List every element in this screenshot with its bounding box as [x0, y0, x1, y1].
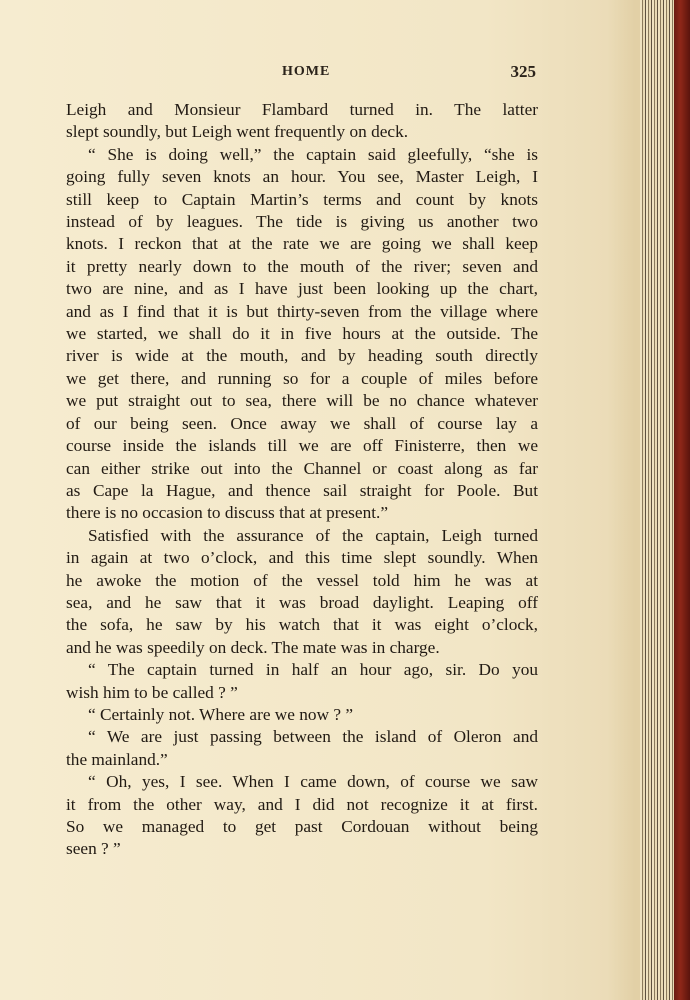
text-line: So we managed to get past Cordouan without being	[66, 817, 538, 836]
text-line: and he was speedily on deck. The mate was in charge.	[66, 637, 440, 657]
text-line: river is wide at the mouth, and by heading south directly	[66, 346, 538, 366]
text-line: the mainland.”	[66, 749, 168, 769]
text-line: we get there, and running so for a couple of miles before	[66, 368, 538, 388]
running-head	[66, 62, 536, 84]
text-line: he awoke the motion of the vessel told him he was at	[66, 570, 538, 590]
running-head-title: HOME	[282, 64, 331, 79]
body-text	[66, 99, 538, 861]
text-line: we put straight out to sea, there will be no chance whatever	[66, 391, 538, 411]
text-line: going fully seven knots an hour. You see, Master Leigh, I	[66, 167, 538, 187]
text-line: the sofa, he saw by his watch that it was eight o’clock,	[66, 615, 538, 635]
text-line: as Cape la Hague, and thence sail straight for Poole. But	[66, 480, 538, 500]
text-line: of our being seen. Once away we shall of course lay a	[66, 413, 538, 433]
text-line: slept soundly, but Leigh went frequently on deck.	[66, 122, 409, 142]
text-line: “ She is doing well,” the captain said gleefully, “she is	[88, 144, 538, 164]
text-line: sea, and he saw that it was broad daylight. Leaping off	[66, 592, 538, 612]
text-line: “ The captain turned in half an hour ago, sir. Do you	[88, 660, 538, 680]
text-line: “ Oh, yes, I see. When I came down, of course we saw	[88, 772, 538, 792]
text-line: seen ? ”	[66, 839, 121, 859]
text-line: still keep to Captain Martin’s terms and count by knots	[66, 189, 538, 209]
text-line: can either strike out into the Channel or coast along as far	[66, 458, 538, 478]
book-binding	[674, 0, 690, 1000]
text-line: two are nine, and as I have just been looking up the chart,	[66, 279, 538, 299]
text-line: it from the other way, and I did not recognize it at first.	[66, 794, 538, 814]
text-line: knots. I reckon that at the rate we are going we shall keep	[66, 234, 538, 254]
text-line: instead of by leagues. The tide is giving us another two	[66, 212, 538, 232]
text-line: there is no occasion to discuss that at present.”	[66, 503, 389, 523]
text-line: “ We are just passing between the island of Oleron and	[88, 727, 538, 747]
text-line: Satisfied with the assurance of the captain, Leigh turned	[88, 525, 538, 545]
text-line: in again at two o’clock, and this time slept soundly. When	[66, 548, 538, 568]
text-line: wish him to be called ? ”	[66, 682, 238, 702]
text-line: and as I find that it is but thirty-seven from the village where	[66, 301, 538, 321]
text-line: course inside the islands till we are off Finisterre, then we	[66, 436, 538, 456]
text-line: Leigh and Monsieur Flambard turned in. The latter	[66, 100, 538, 119]
page-number: 325	[510, 62, 536, 81]
text-line: we started, we shall do it in five hours at the outside. The	[66, 324, 538, 344]
text-line: “ Certainly not. Where are we now ? ”	[88, 704, 354, 724]
text-line: it pretty nearly down to the mouth of the river; seven and	[66, 256, 538, 276]
